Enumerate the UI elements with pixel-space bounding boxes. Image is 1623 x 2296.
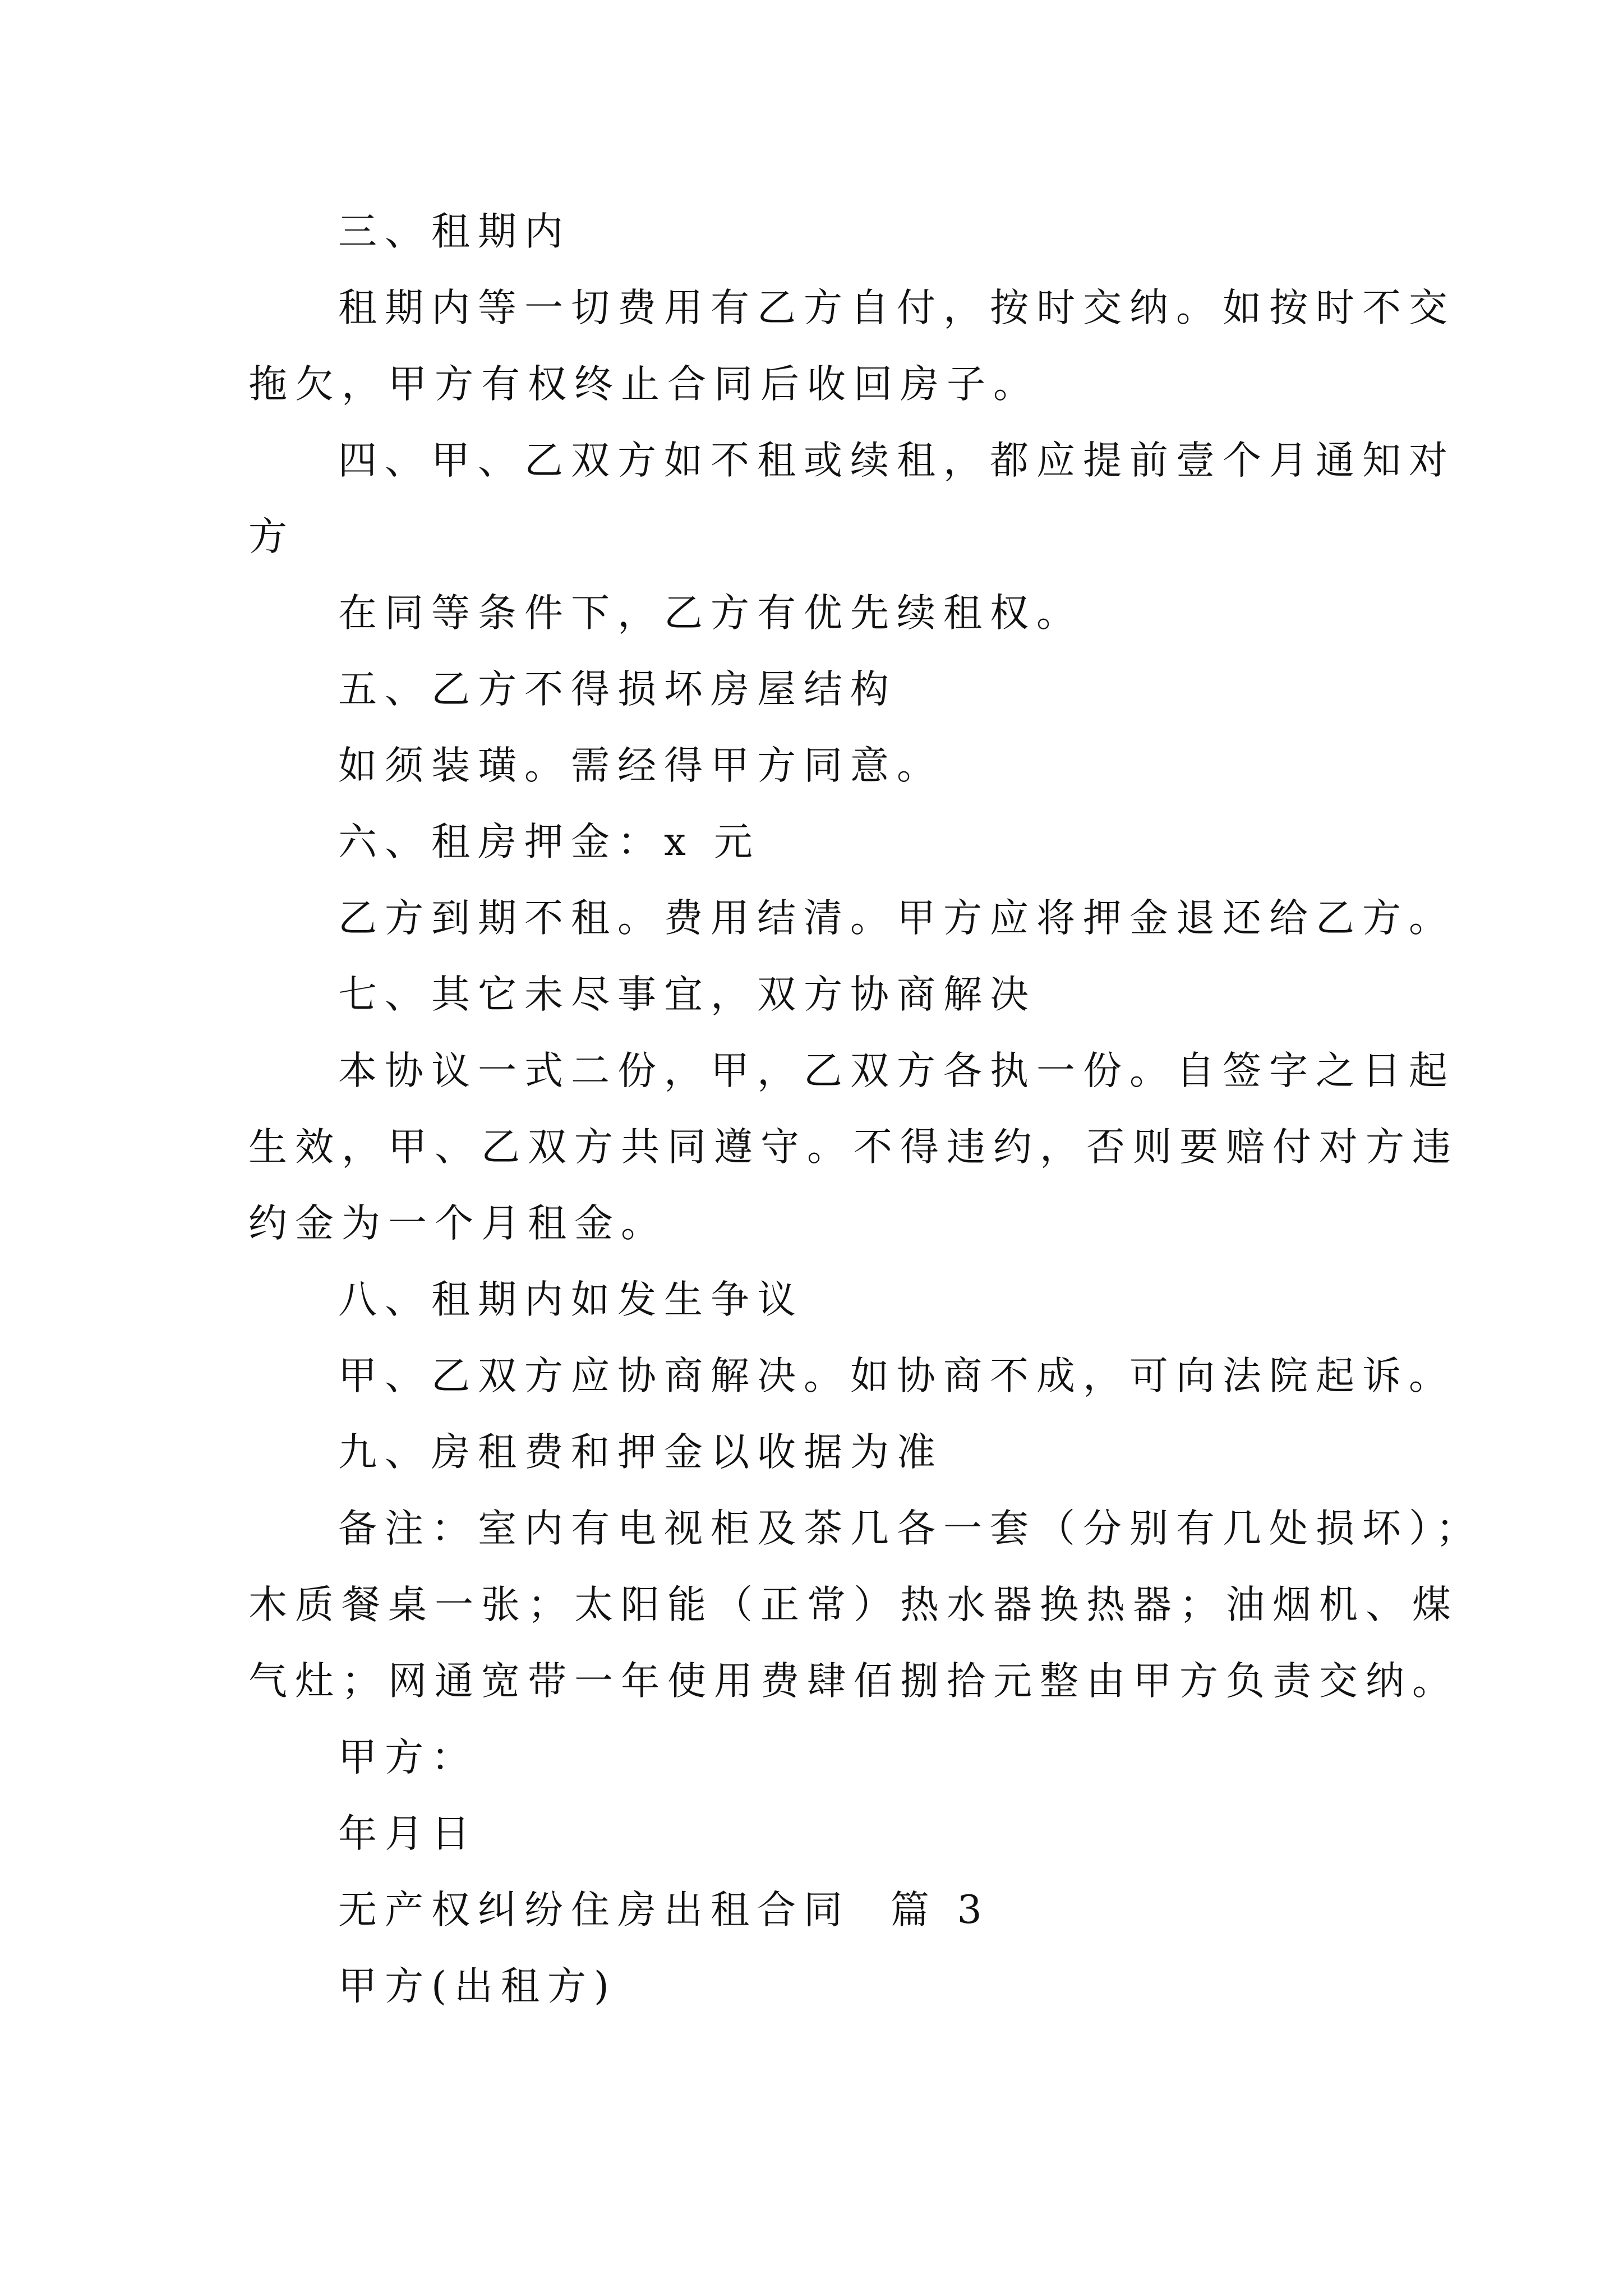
section-heading <box>248 422 1455 575</box>
section-heading: 七、其它未尽事宜，双方协商解决 <box>338 972 1036 1017</box>
paragraph <box>248 1033 1459 1262</box>
section-heading: 六、租房押金：x 元 <box>338 820 760 864</box>
remarks-paragraph <box>248 1490 1483 1719</box>
contract-title: 无产权纠纷住房出租合同 篇 3 <box>338 1888 990 1932</box>
party-a-label: 甲方： <box>338 1735 478 1780</box>
paragraph-line: 租期内等一切费用有乙方自付，按时交纳。如按时不交 <box>338 286 1455 330</box>
paragraph-line: 生效，甲、乙双方共同遵守。不得违约，否则要赔付对方违 <box>248 1125 1459 1170</box>
document-body <box>248 194 1483 2024</box>
paragraph: 甲、乙双方应协商解决。如协商不成，可向法院起诉。 <box>338 1354 1455 1398</box>
paragraph-line: 拖欠，甲方有权终止合同后收回房子。 <box>248 362 1040 407</box>
section-heading: 五、乙方不得损坏房屋结构 <box>338 667 897 712</box>
paragraph-line: 本协议一式二份，甲，乙双方各执一份。自签字之日起 <box>338 1048 1455 1093</box>
paragraph: 乙方到期不租。费用结清。甲方应将押金退还给乙方。 <box>338 896 1455 941</box>
paragraph <box>248 270 1455 422</box>
paragraph-line: 备注：室内有电视柜及茶几各一套（分别有几处损坏）； <box>338 1506 1483 1551</box>
section-heading: 八、租期内如发生争议 <box>338 1277 804 1322</box>
paragraph-line: 木质餐桌一张；太阳能（正常）热水器换热器；油烟机、煤 <box>248 1582 1459 1627</box>
paragraph: 如须装璜。需经得甲方同意。 <box>338 743 943 788</box>
paragraph: 在同等条件下，乙方有优先续租权。 <box>338 591 1083 636</box>
paragraph-line: 四、甲、乙双方如不租或续租，都应提前壹个月通知对 <box>338 438 1455 483</box>
paragraph-line: 约金为一个月租金。 <box>248 1201 667 1246</box>
date-line: 年月日 <box>338 1811 478 1856</box>
paragraph-line: 气灶；网通宽带一年使用费肆佰捌拾元整由甲方负责交纳。 <box>248 1659 1459 1704</box>
party-a-lessor: 甲方(出租方) <box>338 1964 617 2009</box>
section-heading: 九、房租费和押金以收据为准 <box>338 1430 943 1475</box>
paragraph-line: 方 <box>248 514 295 559</box>
section-heading: 三、租期内 <box>338 209 571 254</box>
